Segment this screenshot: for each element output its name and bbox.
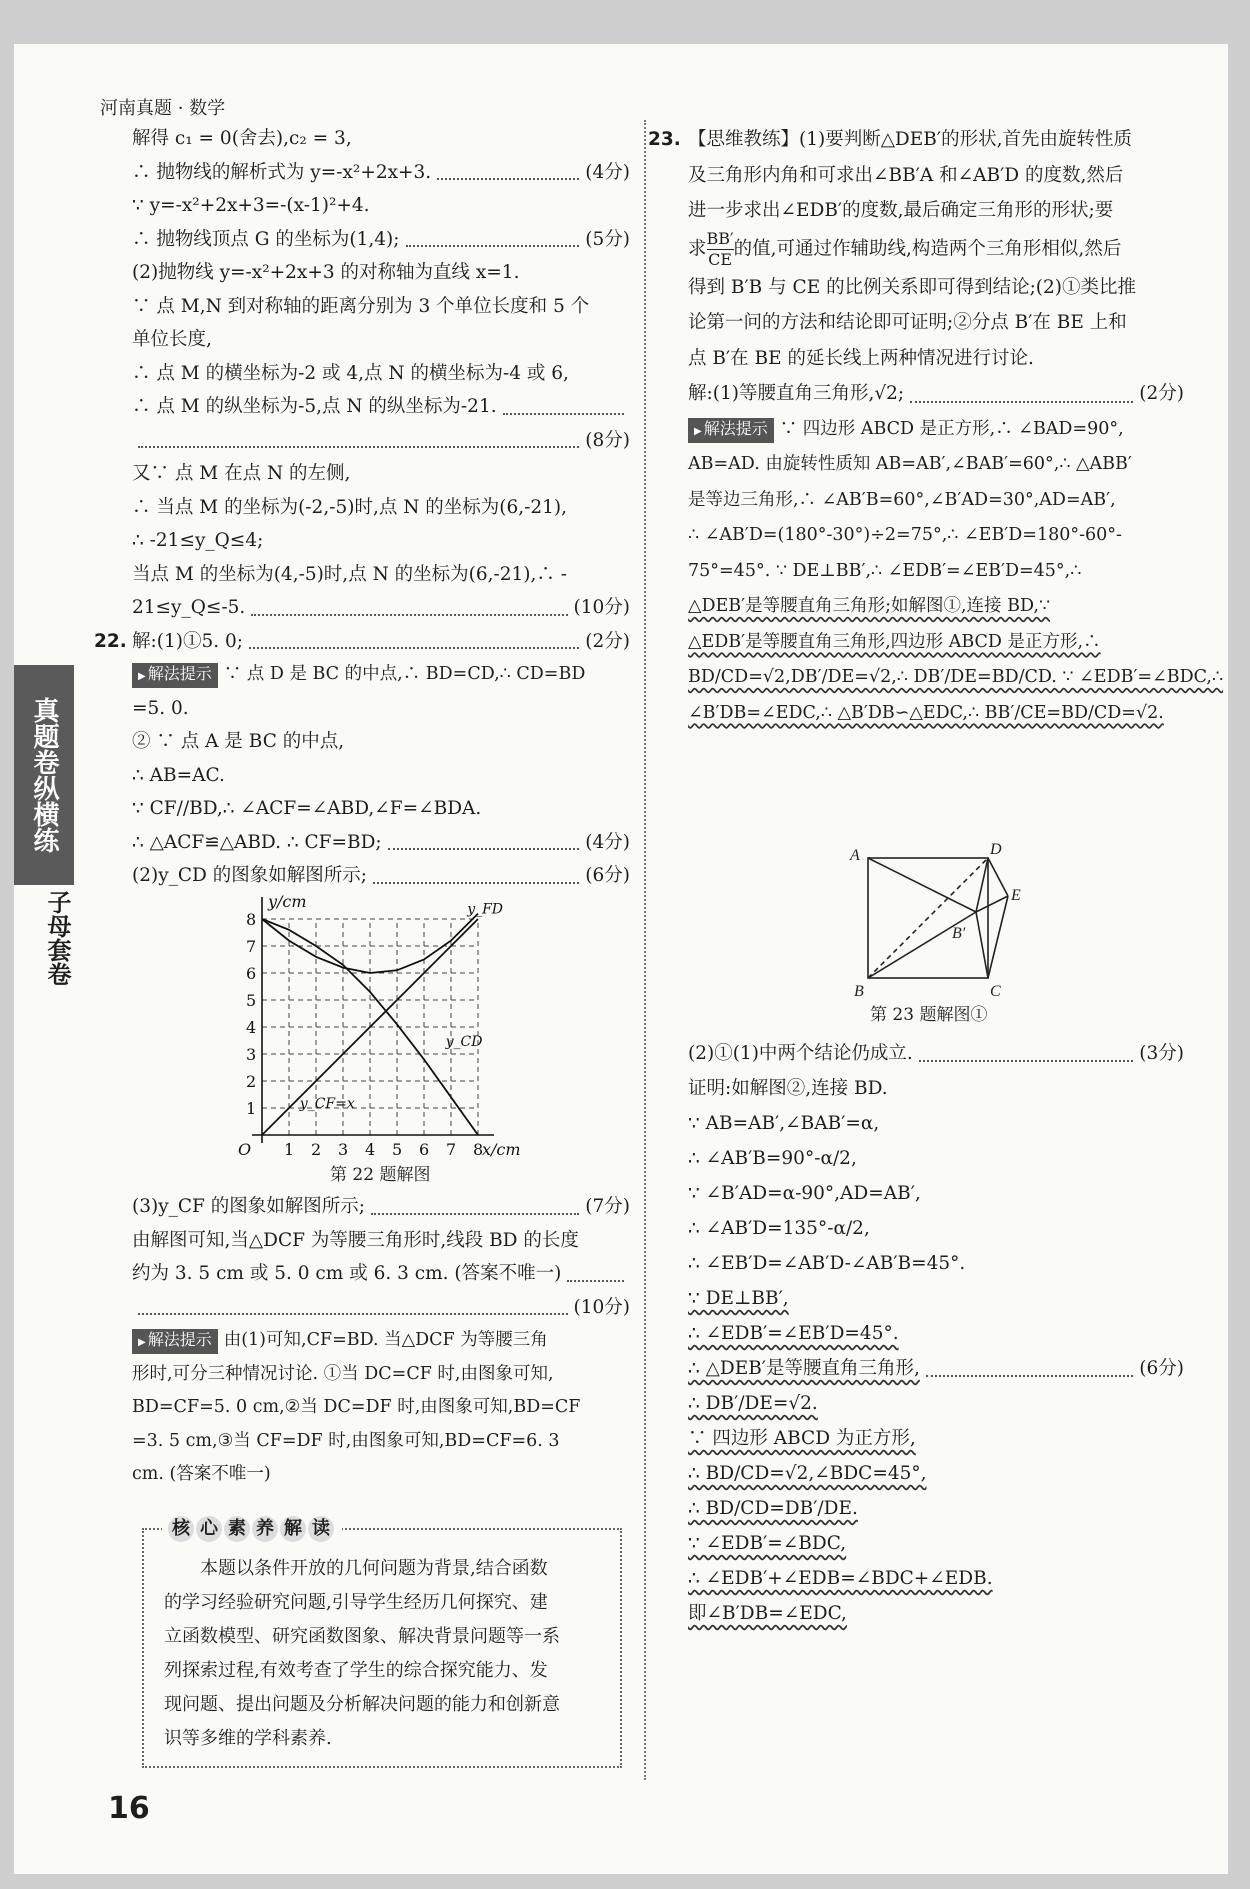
hint-line: ▶ 解法提示 由(1)可知,CF=BD. 当△DCF 为等腰三角 [132, 1324, 630, 1358]
segment-bb-prime [868, 912, 976, 978]
text-line: ∴ ∠AB′D=135°-α/2, [688, 1218, 870, 1239]
y-tick-label: 7 [246, 937, 257, 956]
question-number-23: 23. [648, 129, 681, 150]
box-line: 识等多维的学科素养. [164, 1728, 332, 1749]
text-line: 是等边三角形,∴ ∠AB′B=60°,∠B′AD=30°,AD=AB′, [688, 489, 1116, 510]
text-line: ∴ ∠AB′B=90°-α/2, [688, 1148, 857, 1169]
text-line: ∵ ∠B′AD=α-90°,AD=AB′, [688, 1183, 921, 1204]
label-b-prime: B′ [952, 925, 966, 942]
y-tick-label: 2 [246, 1072, 257, 1091]
text-line: 证明:如解图②,连接 BD. [688, 1078, 888, 1099]
label-a: A [850, 847, 860, 864]
text-line: 又∵ 点 M 在点 N 的左侧, [132, 463, 351, 484]
label-d: D [990, 841, 1002, 858]
text-line: 21≤y_Q≤-5. (10分) [132, 591, 630, 625]
x-axis-label: x/cm [482, 1140, 521, 1159]
x-tick-label: 1 [284, 1140, 295, 1159]
text-line: (2)y_CD 的图象如解图所示; (6分) [132, 859, 630, 893]
text-line: 形时,可分三种情况讨论. ①当 DC=CF 时,由图象可知, [132, 1363, 554, 1384]
text-line: ∴ AB=AC. [132, 764, 225, 786]
text-line: ∵ 点 M,N 到对称轴的距离分别为 3 个单位长度和 5 个 [132, 295, 590, 317]
text-line: (2)抛物线 y=-x²+2x+3 的对称轴为直线 x=1. [132, 262, 520, 283]
text-line: 75°=45°. ∵ DE⊥BB′,∴ ∠EDB′=∠EB′D=45°,∴ [688, 560, 1082, 581]
x-tick-label: 5 [392, 1140, 403, 1159]
figure-23-diagram [848, 838, 1028, 998]
side-tab-title: 真题卷纵横练 [14, 665, 74, 885]
text-line: 由解图可知,当△DCF 为等腰三角形时,线段 BD 的长度 [132, 1229, 579, 1251]
text-line: (10分) [132, 1291, 630, 1325]
text-line: 点 B′在 BE 的延长线上两种情况进行讨论. [688, 347, 1034, 369]
text-line: ∴ 点 M 的横坐标为-2 或 4,点 N 的横坐标为-4 或 6, [132, 362, 569, 384]
text-line: 及三角形内角和可求出∠BB′A 和∠AB′D 的度数,然后 [688, 164, 1124, 186]
box-line: 的学习经验研究问题,引导学生经历几何探究、建 [164, 1592, 548, 1613]
text-line: 单位长度, [132, 329, 212, 350]
hint-tag: ▶ 解法提示 [132, 663, 218, 688]
text-line: ∴ ∠AB′D=(180°-30°)÷2=75°,∴ ∠EB′D=180°-60°- [688, 525, 1122, 545]
hint-tag: ▶ 解法提示 [132, 1329, 218, 1354]
text-line: ∴ 抛物线顶点 G 的坐标为(1,4); (5分) [132, 223, 630, 257]
box-line: 列探索过程,有效考查了学生的综合探究能力、发 [164, 1660, 548, 1681]
y-tick-label: 5 [246, 991, 257, 1010]
side-tab-subtitle: 子母套卷 [43, 890, 71, 986]
text-line: ∴ BD/CD=DB′/DE. [688, 1498, 858, 1519]
text-line: ∴ △ACF≌△ABD. ∴ CF=BD; (4分) [132, 826, 630, 860]
text-line: =5. 0. [132, 697, 189, 719]
y-tick-label: 3 [246, 1045, 257, 1064]
origin-label: O [238, 1140, 252, 1159]
segment-ab-prime [868, 858, 976, 912]
text-line: ∵ DE⊥BB′, [688, 1288, 789, 1309]
figure-22-chart [228, 880, 548, 1170]
hint-line: ▶ 解法提示 ∵ 四边形 ABCD 是正方形,∴ ∠BAD=90°, [688, 412, 1184, 448]
y-tick-label: 1 [246, 1099, 257, 1118]
text-line: ∴ ∠EDB′=∠EB′D=45°. [688, 1323, 899, 1344]
text-line: 进一步求出∠EDB′的度数,最后确定三角形的形状;要 [688, 200, 1114, 221]
y-tick-label: 4 [246, 1018, 257, 1037]
text-line: cm. (答案不唯一) [132, 1464, 271, 1484]
box-line: 立函数模型、研究函数图象、解决背景问题等一系 [164, 1626, 560, 1647]
text-line: ∴ -21≤y_Q≤4; [132, 530, 264, 551]
y-tick-label: 8 [246, 910, 257, 929]
core-literacy-box [142, 1518, 622, 1768]
text-line: 23. 【思维教练】(1)要判断△DEB′的形状,首先由旋转性质 [688, 122, 1184, 158]
text-line: (8分) [132, 424, 630, 458]
x-tick-label: 3 [338, 1140, 349, 1159]
text-line: ② ∵ 点 A 是 BC 的中点, [132, 731, 345, 752]
text-line: ∴ ∠EDB′+∠EDB=∠BDC+∠EDB. [688, 1568, 993, 1589]
box-line: 本题以条件开放的几何问题为背景,结合函数 [200, 1558, 548, 1579]
text-line: 当点 M 的坐标为(4,-5)时,点 N 的坐标为(6,-21),∴ - [132, 563, 568, 585]
text-line: 解得 c₁ = 0(舍去),c₂ = 3, [132, 128, 352, 149]
text-line: 论第一问的方法和结论即可证明;②分点 B′在 BE 上和 [688, 312, 1127, 333]
hint-tag: ▶ 解法提示 [688, 418, 774, 443]
text-line: ∵ y=-x²+2x+3=-(x-1)²+4. [132, 195, 370, 216]
series-label: y_CD [445, 1033, 483, 1050]
x-tick-label: 8 [473, 1140, 484, 1159]
text-line: ∴ 点 M 的纵坐标为-5,点 N 的纵坐标为-21. [132, 390, 630, 424]
text-line: ∴ 当点 M 的坐标为(-2,-5)时,点 N 的坐标为(6,-21), [132, 496, 568, 518]
x-tick-label: 7 [446, 1140, 457, 1159]
text-line: ∴ BD/CD=√2,∠BDC=45°, [688, 1463, 927, 1484]
box-title: 核 心 素 养 解 读 [162, 1512, 342, 1546]
text-line: (3)y_CF 的图象如解图所示; (7分) [132, 1190, 630, 1224]
left-column-lower [132, 1190, 630, 1492]
text-line: 22. 解:(1)①5. 0; (2分) [132, 625, 630, 659]
page-number: 16 [108, 1791, 150, 1826]
text-line: ∴ 抛物线的解析式为 y=-x²+2x+3. (4分) [132, 156, 630, 190]
text-line: ∵ ∠EDB′=∠BDC, [688, 1533, 847, 1554]
text-line: △DEB′是等腰直角三角形;如解图①,连接 BD,∵ [688, 596, 1051, 616]
text-line: 得到 B′B 与 CE 的比例关系即可得到结论;(2)①类比推 [688, 276, 1137, 298]
label-b: B [854, 983, 864, 998]
text-line: BD/CD=√2,DB′/DE=√2,∴ DB′/DE=BD/CD. ∵ ∠EDB′=∠BDC,∴ [688, 667, 1224, 687]
x-tick-label: 6 [419, 1140, 430, 1159]
text-line: ∴ DB′/DE=√2. [688, 1393, 818, 1414]
fraction: $\frac{BB'}{CE}$ [706, 228, 734, 269]
text-line: (2)①(1)中两个结论仍成立. (3分) [688, 1036, 1184, 1071]
figure-22-caption: 第 22 题解图 [330, 1165, 431, 1185]
text-line: ∴ ∠EB′D=∠AB′D-∠AB′B=45°. [688, 1253, 966, 1274]
text-line: 即∠B′DB=∠EDC, [688, 1603, 847, 1624]
text-line: =3. 5 cm,③当 CF=DF 时,由图象可知,BD=CF=6. 3 [132, 1430, 560, 1451]
x-tick-label: 2 [311, 1140, 322, 1159]
text-line: ∵ AB=AB′,∠BAB′=α, [688, 1113, 880, 1134]
text-line: AB=AD. 由旋转性质知 AB=AB′,∠BAB′=60°,∴ △ABB′ [688, 454, 1132, 474]
text-line: ∵ 四边形 ABCD 为正方形, [688, 1428, 916, 1449]
label-c: C [990, 983, 1001, 998]
y-axis-label: y/cm [268, 892, 307, 911]
x-tick-label: 4 [365, 1140, 376, 1159]
figure-23-caption: 第 23 题解图① [870, 1005, 988, 1025]
running-header: 河南真题 · 数学 [100, 98, 226, 119]
y-tick-label: 6 [246, 964, 257, 983]
series-label: y_CF=x [299, 1096, 355, 1112]
right-column-lower [688, 1036, 1184, 1631]
text-line: △EDB′是等腰直角三角形,四边形 ABCD 是正方形,∴ [688, 631, 1101, 652]
box-line: 现问题、提出问题及分析解决问题的能力和创新意 [164, 1694, 560, 1715]
question-number-22: 22. [94, 630, 127, 652]
text-line: 解:(1)等腰直角三角形,√2; (2分) [688, 376, 1184, 412]
series-label: y_FD [467, 901, 504, 918]
label-e: E [1011, 887, 1021, 904]
column-divider [644, 120, 646, 1780]
text-line: ∴ △DEB′是等腰直角三角形, (6分) [688, 1351, 1184, 1386]
left-column [94, 122, 630, 893]
text-line: 求 $\frac{BB'}{CE}$ 的值,可通过作辅助线,构造两个三角形相似,然后 [688, 228, 1122, 269]
hint-line: ▶ 解法提示 ∵ 点 D 是 BC 的中点,∴ BD=CD,∴ CD=BD [132, 658, 630, 692]
right-column [648, 122, 1224, 731]
diagonal-bd [868, 858, 988, 978]
text-line: ∵ CF//BD,∴ ∠ACF=∠ABD,∠F=∠BDA. [132, 798, 482, 819]
text-line: ∠B′DB=∠EDC,∴ △B′DB∽△EDC,∴ BB′/CE=BD/CD=√2. [688, 702, 1164, 723]
text-line: BD=CF=5. 0 cm,②当 DC=DF 时,由图象可知,BD=CF [132, 1397, 581, 1417]
text-line: 约为 3. 5 cm 或 5. 0 cm 或 6. 3 cm. (答案不唯一) [132, 1257, 630, 1291]
